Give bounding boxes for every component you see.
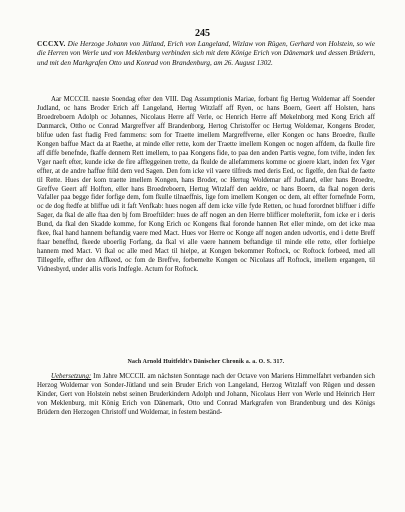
charter-heading [37,40,375,68]
charter-number: CCCXV. [37,40,66,48]
translation-paragraph [37,372,375,417]
page-number: 245 [195,28,210,39]
source-citation: Nach Arnold Huitfeldt's Dänischer Chronik a. a. O. S. 317. [127,359,285,365]
charter-body-text: Aar MCCCII. naeste Soendag efter den VIII. Dag Assumptionis Mariae, forbant fig Hertug Woldemar aff Soender Judland, oc hans Broder Erich aff Langeland, Hertug Witzlaff aff Ryen, oc hans Boern, Geert aff Holsten, hans Broedreboern Adolph oc Johannes, Nicolaus Herre aff Verle, oc Henrich Herre aff Mekelnborg med Kong Erich aff Danmarck, Ottho oc Conrad Margreffver aff Brandenborg, Hertog Christoffer oc Hertug Woldemar, Kongens Broder, blifue uden fast ftadig Fred fammens: som for Traette imellem Margreffverne, eller Kongen oc hans Broedre, fkulle Kongen baffue Mact da at Raethe, at minde eller rette, kom der Traette imellem Kongen oc nogen affdem, da fkulle fire aff diffe benefnde, fkaffe dennem Rett imellem, to paa Kongens fide, to paa den anden Partis vegne, fom tvifte, inden fex Vger naeft efter, kunde icke de fire affleggeinen trette, da fkulde de allefammens komme oc gioere klart, inden fex Vger effter, at de andre haffue ftild dem ved Sagen. Den fom icke vil vaere tilfreds med deris Eed, oc figelfe, den fkal de faette til Rette. Hues der kom traette imellem Kongen, hans Broder, oc Hertug Woldemar aff Judland, eller hans Broedre, Greffve Geert aff Holften, eller hans Broedreboern, Hertug Witzlaff den aeldre, oc hans Boern, da fkal nogen deris Vafaller paa begge fider forfige dem, fom fkulle tilnaeffnis, lige fom imellem Kongen oc dem, alt effter fornefnde Form, oc de dog ftedfe at bliffue udi it faft Venfkab: hues nogen aff dem icke ville fyde Retten, oc huad forordnet bliffuer i diffe Sager, da fkal de alle ftaa den bj fom Broeftilder: hues de aff nogen an den Herre blifficer molefteriit, fom icke er i deris Bund, da fkal den Skadde komme, for Kong Erich oc Kongens fkal foronde hannen Ret eller minde, om det icke maa fkee, fkal hand hannem beftandig vaere med Mact. Hues vor Herre oc Konge aff nogen anden udvortis, end i dette Breff ftaar beneffnd, fkeede uboerlig Forfang, da fkal vi alle vaere hannem beftandige til minde elle rette, eller forhielpe hannem med Mact. Vi fkal oc alle med Mact til hielpe, at Kongen bekommer Roftock, oc Roftock forbeed, med all Tillegelfe, effter den Affkeed, oc fom de Breffve, forbemelte Kongen oc Nicolaus aff Roftock, imellem ergangen, til Vidnesbyrd, under allis voris Indfegle. Actum for Roftock. [37,96,375,274]
charter-summary: Die Herzoge Johann von Jütland, Erich von Langeland, Wizlaw von Rügen, Gerhard von Holstein, so wie die Herren von Werle und von Meklenburg verbinden sich mit dem Könige Erich von Dänemark und dessen Brüdern, und mit den Markgrafen Otto und Konrad von Brandenburg, am 26. August 1302. [37,40,375,67]
translation-label: Uebersetzung: [51,373,92,380]
translation-text: Im Jahre MCCCII. am nächsten Sonntage nach der Octave von Mariens Himmelfahrt verbanden sich Herzog Woldemar von Sonder-Jütland und sein Bruder Erich von Langeland, Herzog Witzlaff von Rügen und dessen Kinder, Gert von Holstein nebst seinen Bruderkindern Adolph und Johann, Nicolaus Herr von Werle und Heinrich Herr von Meklenburg, mit König Erich von Dänemark, Otto und Conrad Markgrafen von Brandenburg und des Königs Brüdern den Herzogen Christoff und Woldemar, in festem beständ- [37,373,375,417]
